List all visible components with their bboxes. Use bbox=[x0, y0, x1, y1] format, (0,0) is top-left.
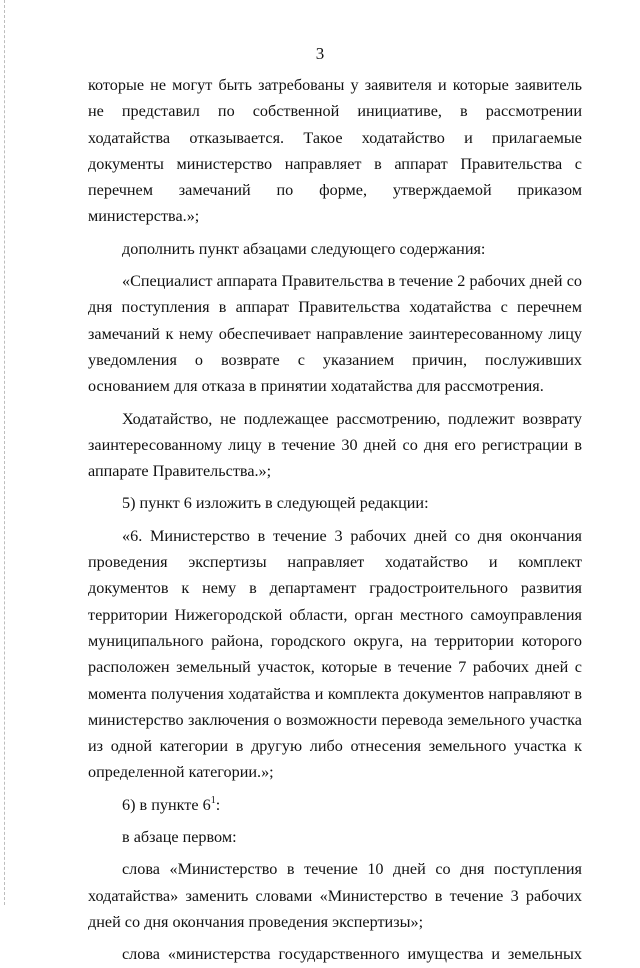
page-number: 3 bbox=[315, 44, 325, 63]
paragraph-2: дополнить пункт абзацами следующего содержания: bbox=[122, 239, 486, 258]
paragraph-1: которые не могут быть затребованы у заявителя и которые заявитель не представил по собственной инициативе, в рассмотрении ходатайства отказывается. Такое ходатайство и прилагаемые документы министерство направляет в аппарат Правительства с перечнем замечаний по форме, утверждаемой приказом министерства.»; bbox=[88, 76, 582, 226]
paragraph-7-text: 6) в пункте 6 bbox=[122, 795, 211, 814]
paragraph-10: слова «министерства государственного имущества и земельных bbox=[122, 945, 582, 964]
paragraph-3: «Специалист аппарата Правительства в течение 2 рабочих дней со дня поступления в аппарат Правительства ходатайства с перечнем замечаний к нему обеспечивает направление заинтересованному лицу уведомления о возврате с указанием причин, послуживших основанием для отказа в принятии ходатайства для рассмотрения. bbox=[88, 272, 582, 396]
paragraph-5: 5) пункт 6 изложить в следующей редакции: bbox=[122, 494, 429, 513]
document-body bbox=[88, 72, 582, 968]
paragraph-6: «6. Министерство в течение 3 рабочих дней со дня окончания проведения экспертизы направляет ходатайство и комплект документов к нему в департамент градостроительного развития территории Нижегородской области, орган местного самоуправления муниципального района, городского округа, на территории которого расположен земельный участок, которые в течение 7 рабочих дней с момента получения ходатайства и комплекта документов направляют в министерство заключения о возможности перевода земельного участка из одной категории в другую либо отнесения земельного участка к определенной категории.»; bbox=[88, 526, 582, 782]
scan-edge-line bbox=[4, 0, 6, 905]
paragraph-4: Ходатайство, не подлежащее рассмотрению, подлежит возврату заинтересованному лицу в течение 30 дней со дня его регистрации в аппарате Правительства.»; bbox=[88, 409, 582, 481]
paragraph-7-suffix: : bbox=[215, 795, 221, 814]
paragraph-7-superscript: 1 bbox=[210, 794, 216, 806]
paragraph-7 bbox=[88, 792, 582, 818]
paragraph-9: слова «Министерство в течение 10 дней со дня поступления ходатайства» заменить словами «Министерство в течение 3 рабочих дней со дня окончания проведения экспертизы»; bbox=[88, 860, 582, 931]
paragraph-8: в абзаце первом: bbox=[122, 828, 237, 847]
